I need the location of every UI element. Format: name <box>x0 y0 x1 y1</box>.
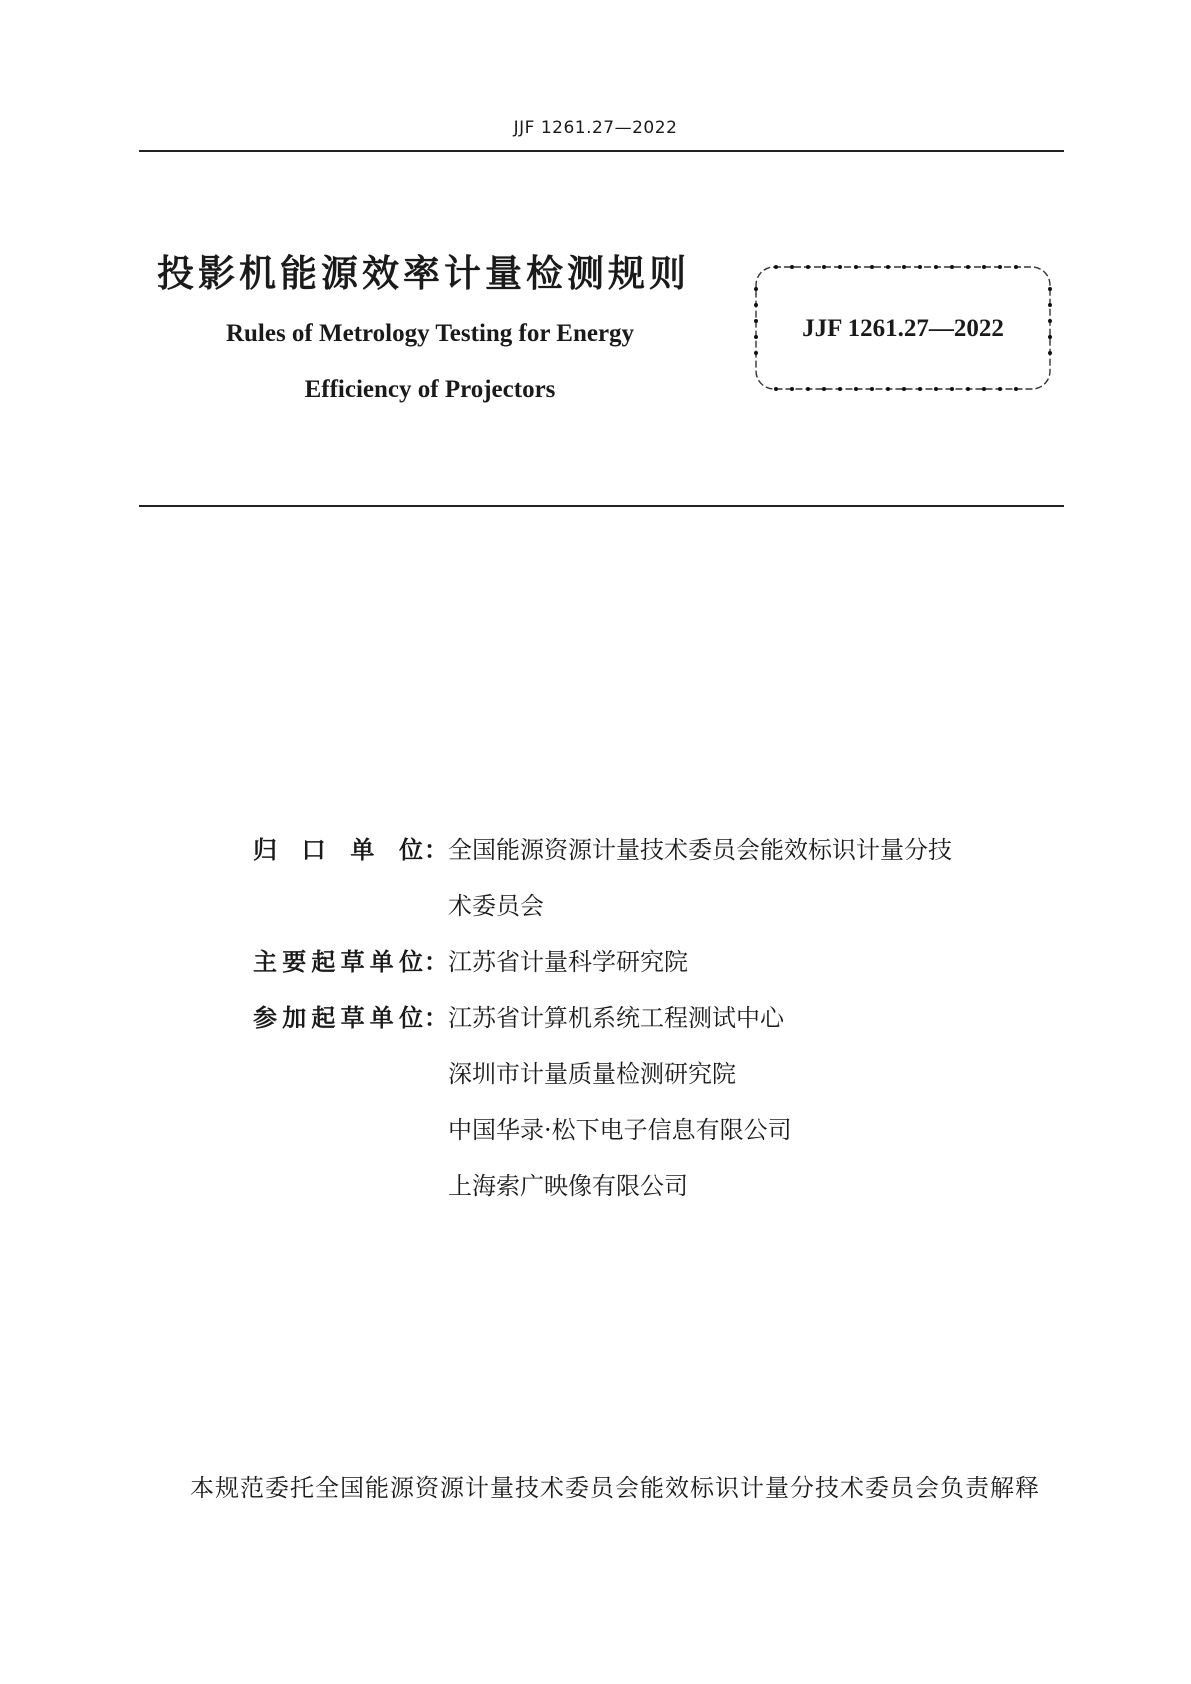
info-value: 江苏省计算机系统工程测试中心 <box>448 1004 784 1032</box>
interpretation-note: 本规范委托全国能源资源计量技术委员会能效标识计量分技术委员会负责解释 <box>190 1474 1040 1502</box>
title-english-line-2: Efficiency of Projectors <box>304 376 556 403</box>
info-value: 深圳市计量质量检测研究院 <box>448 1060 736 1088</box>
header-rule <box>139 150 1064 152</box>
info-label: 归 口 单 位 <box>253 836 423 864</box>
info-row-main-drafter: 主 要 起 草 单 位 ： 江苏省计量科学研究院 <box>253 934 952 990</box>
title-english-line-1: Rules of Metrology Testing for Energy <box>225 320 635 347</box>
info-label: 主 要 起 草 单 位 <box>253 948 423 976</box>
title-bottom-rule <box>139 505 1064 507</box>
info-label: 参 加 起 草 单 位 <box>253 1004 423 1032</box>
code-frame <box>752 263 1054 393</box>
info-value: 术委员会 <box>448 892 544 920</box>
info-value: 上海索广映像有限公司 <box>448 1172 688 1200</box>
info-value: 中国华录·松下电子信息有限公司 <box>448 1116 792 1144</box>
drafting-info <box>253 822 952 1214</box>
info-value: 全国能源资源计量技术委员会能效标识计量分技 <box>448 836 952 864</box>
info-value: 江苏省计量科学研究院 <box>448 948 688 976</box>
info-row-participating-drafters: 参 加 起 草 单 位 ： 江苏省计算机系统工程测试中心 深圳市计量质量检测研究院 中国华录·松下电子信息有限公司 上海索广映像有限公司 <box>253 990 952 1214</box>
running-header-code: JJF 1261.27—2022 <box>513 118 678 138</box>
standard-code: JJF 1261.27—2022 <box>802 315 1004 342</box>
info-row-centralized-unit: 归 口 单 位 ： 全国能源资源计量技术委员会能效标识计量分技 术委员会 <box>253 822 952 934</box>
title-chinese: 投影机能源效率计量检测规则 <box>157 252 690 295</box>
